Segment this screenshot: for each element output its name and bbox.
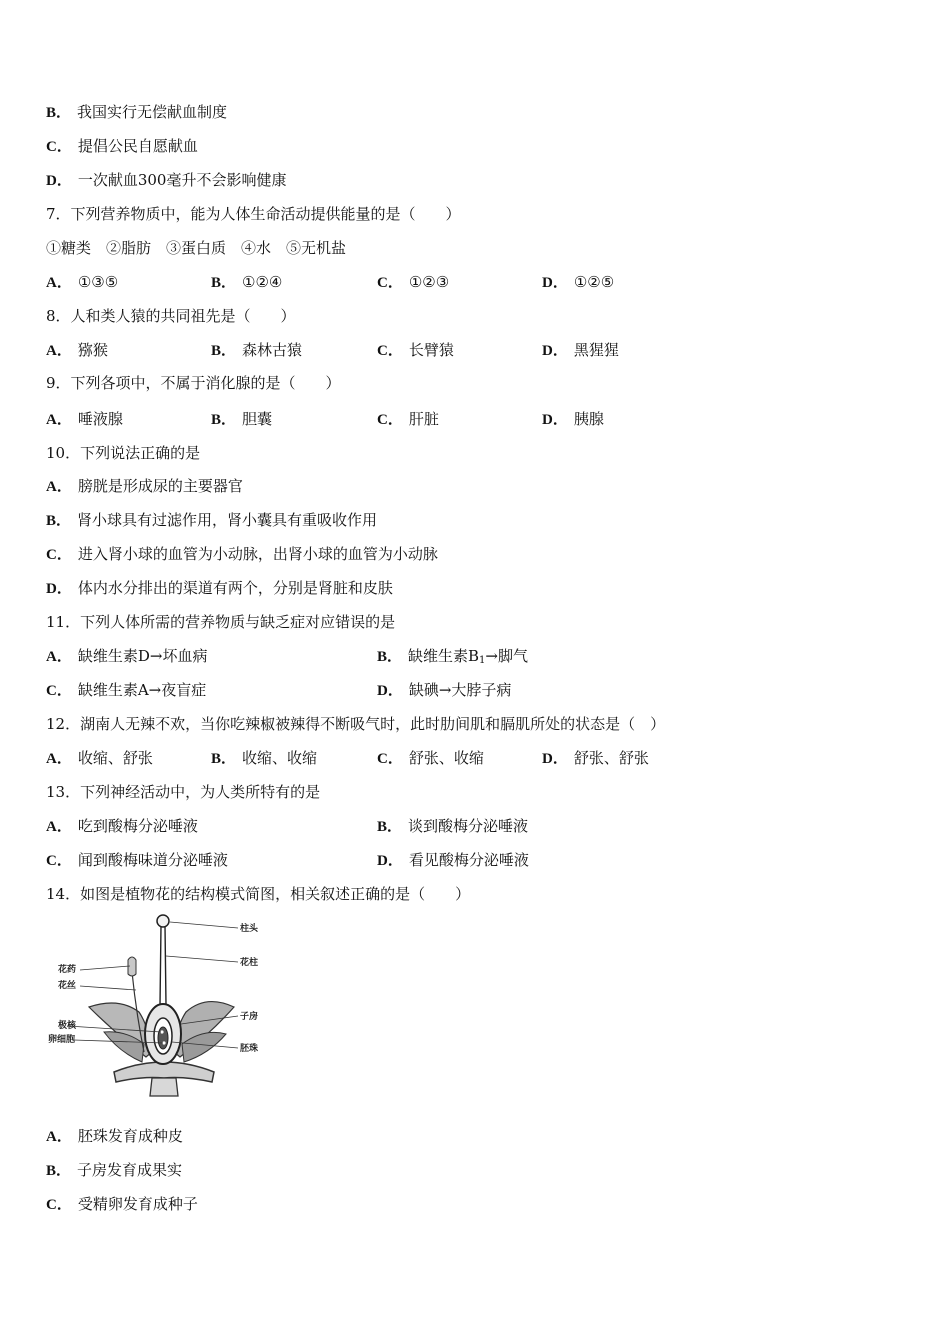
option-label: A． (46, 1129, 72, 1145)
option-label: A． (46, 343, 72, 359)
anther-shape (128, 957, 136, 976)
label-style: 花柱 (240, 958, 259, 968)
q9-stem: 9．下列各项中，不属于消化腺的是（ ） (46, 374, 341, 392)
option-label: D． (46, 581, 72, 597)
q13-option-c (46, 850, 228, 870)
leader-stigma (170, 922, 238, 928)
option-text: 胰腺 (573, 410, 604, 428)
option-label: D． (542, 751, 568, 767)
option-text-post: →脚气 (485, 647, 528, 665)
q11-option-d (377, 680, 511, 700)
q14-option-b (46, 1160, 182, 1180)
label-filament: 花丝 (58, 981, 77, 991)
label-ovule: 胚珠 (240, 1044, 259, 1054)
option-text: 子房发育成果实 (77, 1161, 183, 1179)
option-label: B． (211, 275, 237, 291)
flower-structure-diagram (44, 912, 276, 1102)
stigma-shape (157, 915, 169, 927)
option-text-pre: 缺维生素B (408, 647, 480, 665)
option-label: C． (46, 853, 72, 869)
label-polar-nuclei: 极核 (58, 1021, 77, 1031)
option-text: 谈到酸梅分泌唾液 (408, 817, 529, 835)
q7-option-b (211, 272, 282, 292)
option-label: B． (377, 819, 403, 835)
label-stigma: 柱头 (240, 924, 259, 934)
q12-option-a (46, 748, 153, 768)
option-text: 胆囊 (242, 410, 273, 428)
option-text: ①③⑤ (77, 273, 119, 291)
option-label: B． (211, 343, 237, 359)
option-label: D． (542, 343, 568, 359)
q7-option-a (46, 272, 118, 292)
option-label: C． (377, 751, 403, 767)
label-ovary: 子房 (240, 1012, 259, 1022)
option-label: C． (377, 412, 403, 428)
q14-stem: 14．如图是植物花的结构模式简图，相关叙述正确的是（ ） (46, 885, 471, 903)
q8-option-c (377, 340, 454, 360)
option-text: 舒张、收缩 (408, 749, 484, 767)
q8-option-d (542, 340, 619, 360)
q8-option-b (211, 340, 302, 360)
option-text: 黑猩猩 (573, 341, 619, 359)
option-label: B． (46, 1163, 72, 1179)
option-text: 缺维生素A→夜盲症 (77, 681, 207, 699)
style-shape (160, 926, 166, 1005)
leader-filament (80, 986, 136, 990)
q14-option-c (46, 1194, 198, 1214)
option-text: 长臂猿 (408, 341, 454, 359)
option-text: ①②④ (242, 273, 283, 291)
option-label: A． (46, 819, 72, 835)
option-text: 膀胱是形成尿的主要器官 (77, 477, 243, 495)
q7-items: ①糖类 ②脂肪 ③蛋白质 ④水 ⑤无机盐 (46, 239, 347, 257)
q13-option-b (377, 816, 528, 836)
q8-option-a (46, 340, 108, 360)
option-text: 森林古猿 (242, 341, 303, 359)
option-text: 猕猴 (77, 341, 108, 359)
q10-option-a (46, 476, 243, 496)
option-label: C． (377, 343, 403, 359)
option-label: B． (211, 751, 237, 767)
q9-option-a (46, 409, 123, 429)
q9-option-c (377, 409, 439, 429)
pedicel-shape (150, 1078, 178, 1096)
option-label: D． (377, 853, 403, 869)
option-label: B． (377, 649, 403, 665)
q11-option-c (46, 680, 206, 700)
option-label: D． (542, 412, 568, 428)
option-label: C． (46, 683, 72, 699)
option-text: ①②③ (408, 273, 450, 291)
option-text: 肾小球具有过滤作用，肾小囊具有重吸收作用 (77, 511, 378, 529)
q11-option-b (377, 646, 528, 666)
option-label: B． (46, 513, 72, 529)
q13-stem: 13．下列神经活动中，为人类所特有的是 (46, 783, 321, 801)
q10-option-b (46, 510, 377, 530)
option-label: C． (46, 547, 72, 563)
option-label: C． (46, 139, 72, 155)
option-label: A． (46, 649, 72, 665)
option-label: D． (46, 173, 72, 189)
option-text: 提倡公民自愿献血 (77, 137, 198, 155)
option-text: 看见酸梅分泌唾液 (408, 851, 529, 869)
option-text: 一次献血300毫升不会影响健康 (77, 171, 287, 189)
option-label: C． (46, 1197, 72, 1213)
option-text: 收缩、收缩 (242, 749, 318, 767)
option-text: 胚珠发育成种皮 (77, 1127, 183, 1145)
option-text: 肝脏 (408, 410, 439, 428)
q7-option-d (542, 272, 614, 292)
option-text: 体内水分排出的渠道有两个，分别是肾脏和皮肤 (77, 579, 393, 597)
option-label: D． (377, 683, 403, 699)
q6-option-b (46, 102, 227, 122)
q7-stem: 7．下列营养物质中，能为人体生命活动提供能量的是（ ） (46, 205, 461, 223)
q9-option-d (542, 409, 604, 429)
q14-option-a (46, 1126, 183, 1146)
option-text: 缺维生素D→坏血病 (77, 647, 208, 665)
option-text: 收缩、舒张 (77, 749, 153, 767)
q7-option-c (377, 272, 449, 292)
q12-option-d (542, 748, 649, 768)
subscript: 1 (479, 655, 486, 666)
option-label: A． (46, 479, 72, 495)
option-label: C． (377, 275, 403, 291)
q9-option-b (211, 409, 272, 429)
q6-option-c (46, 136, 198, 156)
q12-option-b (211, 748, 317, 768)
q10-option-d (46, 578, 393, 598)
q8-stem: 8．人和类人猿的共同祖先是（ ） (46, 307, 296, 325)
option-label: B． (211, 412, 237, 428)
q13-option-a (46, 816, 198, 836)
label-anther: 花药 (58, 965, 77, 975)
option-text: ①②⑤ (573, 273, 615, 291)
option-text: 缺碘→大脖子病 (408, 681, 512, 699)
q11-stem: 11．下列人体所需的营养物质与缺乏症对应错误的是 (46, 613, 396, 631)
option-text: 吃到酸梅分泌唾液 (77, 817, 198, 835)
option-text: 进入肾小球的血管为小动脉，出肾小球的血管为小动脉 (77, 545, 438, 563)
option-label: A． (46, 275, 72, 291)
option-label: A． (46, 751, 72, 767)
option-text: 受精卵发育成种子 (77, 1195, 198, 1213)
q10-stem: 10．下列说法正确的是 (46, 444, 201, 462)
option-text: 闻到酸梅味道分泌唾液 (77, 851, 228, 869)
option-label: A． (46, 412, 72, 428)
option-text: 唾液腺 (77, 410, 123, 428)
option-text: 舒张、舒张 (573, 749, 649, 767)
option-text: 我国实行无偿献血制度 (77, 103, 228, 121)
option-label: B． (46, 105, 72, 121)
option-label: D． (542, 275, 568, 291)
q10-option-c (46, 544, 438, 564)
q12-option-c (377, 748, 484, 768)
q6-option-d (46, 170, 286, 190)
q13-option-d (377, 850, 529, 870)
q12-stem: 12．湖南人无辣不欢，当你吃辣椒被辣得不断吸气时，此时肋间肌和膈肌所处的状态是（ ） (46, 715, 666, 733)
embryo-sac-shape (158, 1027, 168, 1049)
leader-style (166, 956, 238, 962)
leader-anther (80, 966, 130, 970)
q11-option-a (46, 646, 207, 666)
label-egg-cell: 卵细胞 (48, 1035, 76, 1045)
